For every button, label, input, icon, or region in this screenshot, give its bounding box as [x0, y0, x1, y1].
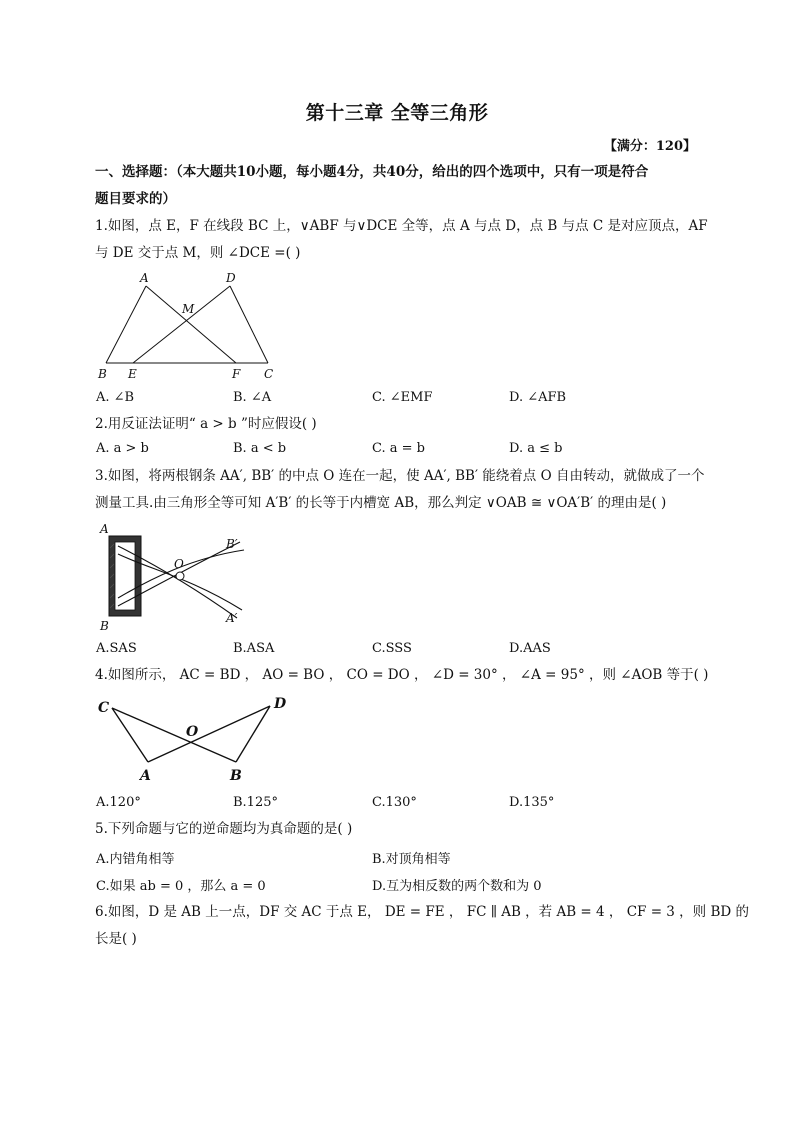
- q3-label-Bprime: B′: [226, 537, 238, 551]
- q2-option-c[interactable]: C. a = b: [372, 441, 425, 456]
- q4-option-a[interactable]: A.120°: [96, 795, 141, 810]
- q4-label-A: A: [140, 768, 151, 784]
- q5-text-line1: 5.下列命题与它的逆命题均为真命题的是( ): [95, 821, 353, 837]
- q3-option-d[interactable]: D.AAS: [509, 641, 551, 656]
- full-score: 【满分：120】: [603, 139, 696, 154]
- q3-option-c[interactable]: C.SSS: [372, 641, 412, 656]
- q2-option-a[interactable]: A. a > b: [96, 441, 149, 456]
- q3-label-O: O: [174, 557, 184, 571]
- q4-option-d[interactable]: D.135°: [509, 795, 555, 810]
- q1-label-C: C: [264, 367, 274, 381]
- q4-label-B: B: [230, 768, 242, 784]
- q4-option-b[interactable]: B.125°: [233, 795, 278, 810]
- q4-label-D: D: [274, 696, 287, 712]
- q3-option-b[interactable]: B.ASA: [233, 641, 275, 656]
- q3-label-A: A: [100, 522, 109, 536]
- q3-label-Aprime: A′: [226, 611, 238, 625]
- q2-option-d[interactable]: D. a ≤ b: [509, 441, 563, 456]
- q1-option-a[interactable]: A. ∠B: [96, 390, 135, 405]
- q6-text-line1: 6.如图，D 是 AB 上一点，DF 交 AC 于点 E， DE = FE ， FC ∥ AB ，若 AB = 4 ， CF = 3 ，则 BD 的: [95, 904, 750, 920]
- q4-option-c[interactable]: C.130°: [372, 795, 417, 810]
- q1-text-line1: 1.如图，点 E，F 在线段 BC 上，∨ABF 与∨DCE 全等，点 A 与点 D，点 B 与点 C 是对应顶点，AF: [95, 218, 708, 234]
- q1-label-F: F: [232, 367, 241, 381]
- q1-text-line2: 与 DE 交于点 M，则 ∠DCE =( ): [95, 245, 301, 261]
- q5-option-d[interactable]: D.互为相反数的两个数和为 0: [372, 879, 542, 894]
- q1-label-B: B: [98, 367, 107, 381]
- q1-label-M: M: [182, 302, 195, 316]
- q2-option-b[interactable]: B. a < b: [233, 441, 287, 456]
- q3-label-B: B: [100, 619, 109, 633]
- q3-text-line1: 3.如图，将两根钢条 AA′, BB′ 的中点 O 连在一起，使 AA′, BB′ 能绕着点 O 自由转动，就做成了一个: [95, 468, 705, 484]
- q1-label-A: A: [140, 271, 149, 285]
- q3-text-line2: 测量工具.由三角形全等可知 A′B′ 的长等于内槽宽 AB，那么判定 ∨OAB ≅ ∨OA′B′ 的理由是( ): [95, 495, 667, 511]
- q4-label-C: C: [98, 700, 110, 716]
- q6-text-line2: 长是( ): [95, 931, 137, 947]
- q3-option-a[interactable]: A.SAS: [96, 641, 137, 656]
- q4-figure: [92, 690, 292, 785]
- page-title: 第十三章 全等三角形: [305, 102, 489, 124]
- q5-option-c[interactable]: C.如果 ab = 0 ，那么 a = 0: [96, 879, 266, 894]
- q1-label-D: D: [226, 271, 236, 285]
- q5-option-b[interactable]: B.对顶角相等: [372, 852, 451, 867]
- q1-label-E: E: [128, 367, 137, 381]
- q1-option-b[interactable]: B. ∠A: [233, 390, 272, 405]
- q1-option-c[interactable]: C. ∠EMF: [372, 390, 433, 405]
- q4-text-line1: 4.如图所示， AC = BD ， AO = BO ， CO = DO ， ∠D = 30° ， ∠A = 95° ，则 ∠AOB 等于( ): [95, 667, 709, 683]
- q5-option-a[interactable]: A.内错角相等: [96, 852, 175, 867]
- q3-figure: [92, 518, 257, 636]
- q4-label-O: O: [186, 724, 199, 740]
- q2-text-line1: 2.用反证法证明“ a > b ”时应假设( ): [95, 416, 317, 432]
- section-heading-line1: 一、选择题：（本大题共10小题，每小题4分，共40分，给出的四个选项中，只有一项是符合: [95, 164, 649, 180]
- section-heading-line2: 题目要求的）: [95, 191, 176, 207]
- q1-figure: [92, 268, 277, 383]
- q1-option-d[interactable]: D. ∠AFB: [509, 390, 567, 405]
